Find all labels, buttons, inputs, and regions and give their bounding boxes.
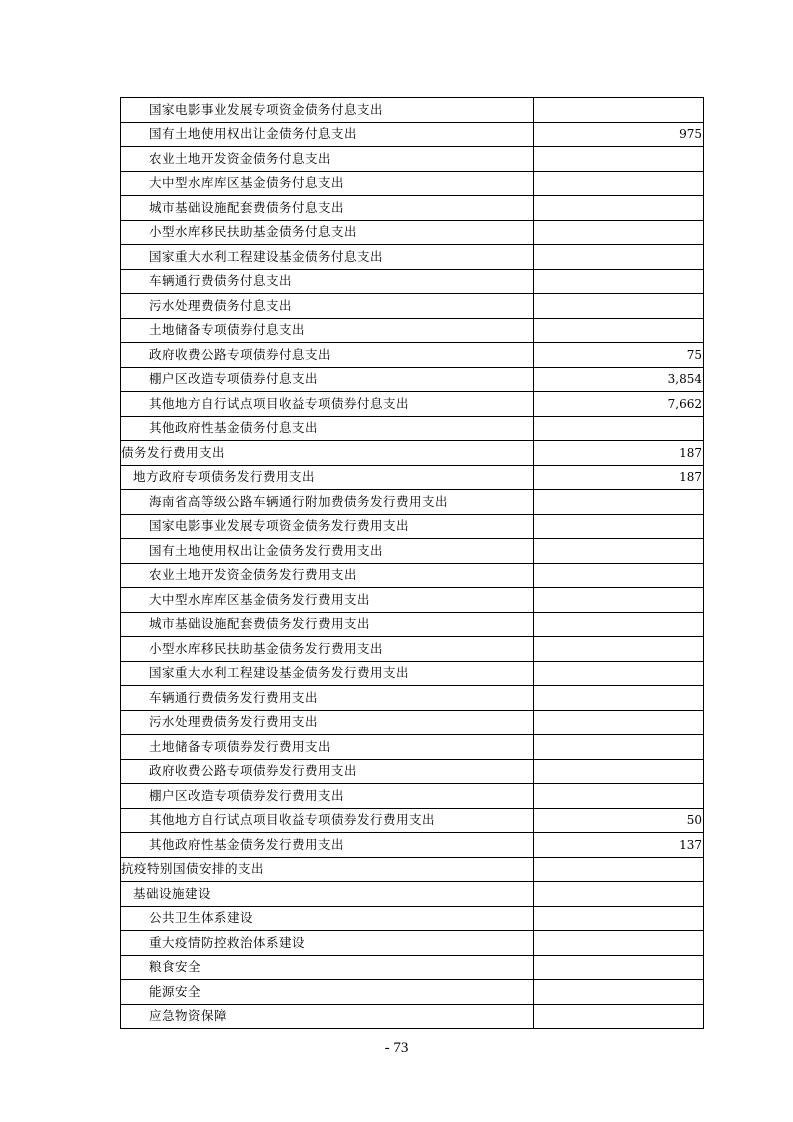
table-row: [121, 931, 704, 956]
table-row: [121, 269, 704, 294]
item-name-cell: 农业土地开发资金债务付息支出: [121, 147, 534, 172]
table-row: [121, 367, 704, 392]
item-name-cell: 粮食安全: [121, 955, 534, 980]
table-row: [121, 392, 704, 417]
amount-cell: [534, 931, 704, 956]
table-row: [121, 196, 704, 221]
item-name-cell: 能源安全: [121, 980, 534, 1005]
item-name-cell: 其他地方自行试点项目收益专项债券发行费用支出: [121, 808, 534, 833]
table-row: [121, 784, 704, 809]
amount-cell: 187: [534, 465, 704, 490]
item-name-cell: 土地储备专项债券付息支出: [121, 318, 534, 343]
table-row: [121, 318, 704, 343]
table-row: [121, 416, 704, 441]
item-name-cell: 国家重大水利工程建设基金债务付息支出: [121, 245, 534, 270]
table-row: [121, 857, 704, 882]
item-name-cell: 污水处理费债务发行费用支出: [121, 710, 534, 735]
item-name-cell: 国家电影事业发展专项资金债务付息支出: [121, 98, 534, 123]
table-row: [121, 1004, 704, 1029]
table-row: [121, 539, 704, 564]
item-name-cell: 国家电影事业发展专项资金债务发行费用支出: [121, 514, 534, 539]
amount-cell: 75: [534, 343, 704, 368]
item-name-cell: 政府收费公路专项债券发行费用支出: [121, 759, 534, 784]
item-name-cell: 国家重大水利工程建设基金债务发行费用支出: [121, 661, 534, 686]
amount-cell: [534, 857, 704, 882]
item-name-cell: 小型水库移民扶助基金债务付息支出: [121, 220, 534, 245]
item-name-cell: 棚户区改造专项债券付息支出: [121, 367, 534, 392]
amount-cell: [534, 490, 704, 515]
table-row: [121, 465, 704, 490]
page-number: - 73: [384, 1040, 409, 1056]
table-row: [121, 171, 704, 196]
item-name-cell: 车辆通行费债务付息支出: [121, 269, 534, 294]
item-name-cell: 政府收费公路专项债券付息支出: [121, 343, 534, 368]
amount-cell: [534, 710, 704, 735]
amount-cell: [534, 539, 704, 564]
amount-cell: 50: [534, 808, 704, 833]
table-row: [121, 588, 704, 613]
amount-cell: [534, 588, 704, 613]
table-row: [121, 882, 704, 907]
table-row: [121, 343, 704, 368]
table-row: [121, 490, 704, 515]
item-name-cell: 国有土地使用权出让金债务付息支出: [121, 122, 534, 147]
item-name-cell: 大中型水库库区基金债务发行费用支出: [121, 588, 534, 613]
item-name-cell: 其他地方自行试点项目收益专项债券付息支出: [121, 392, 534, 417]
item-name-cell: 债务发行费用支出: [121, 441, 534, 466]
amount-cell: [534, 784, 704, 809]
item-name-cell: 其他政府性基金债务发行费用支出: [121, 833, 534, 858]
item-name-cell: 地方政府专项债务发行费用支出: [121, 465, 534, 490]
budget-expenditure-table: [120, 97, 704, 1029]
item-name-cell: 公共卫生体系建设: [121, 906, 534, 931]
table-row: [121, 563, 704, 588]
table-row: [121, 98, 704, 123]
table-row: [121, 759, 704, 784]
table-row: [121, 294, 704, 319]
table-row: [121, 612, 704, 637]
amount-cell: [534, 735, 704, 760]
table-row: [121, 833, 704, 858]
item-name-cell: 大中型水库库区基金债务付息支出: [121, 171, 534, 196]
item-name-cell: 污水处理费债务付息支出: [121, 294, 534, 319]
amount-cell: [534, 269, 704, 294]
amount-cell: [534, 686, 704, 711]
item-name-cell: 城市基础设施配套费债务发行费用支出: [121, 612, 534, 637]
amount-cell: 7,662: [534, 392, 704, 417]
amount-cell: 187: [534, 441, 704, 466]
table-row: [121, 637, 704, 662]
amount-cell: [534, 906, 704, 931]
amount-cell: [534, 514, 704, 539]
amount-cell: 975: [534, 122, 704, 147]
amount-cell: 3,854: [534, 367, 704, 392]
item-name-cell: 基础设施建设: [121, 882, 534, 907]
table-row: [121, 955, 704, 980]
amount-cell: [534, 882, 704, 907]
table-row: [121, 245, 704, 270]
table-row: [121, 980, 704, 1005]
item-name-cell: 其他政府性基金债务付息支出: [121, 416, 534, 441]
table-row: [121, 735, 704, 760]
item-name-cell: 小型水库移民扶助基金债务发行费用支出: [121, 637, 534, 662]
amount-cell: [534, 294, 704, 319]
table-body: [121, 98, 704, 1029]
amount-cell: [534, 171, 704, 196]
table-row: [121, 122, 704, 147]
amount-cell: [534, 98, 704, 123]
table-row: [121, 661, 704, 686]
amount-cell: [534, 637, 704, 662]
table-row: [121, 514, 704, 539]
table-row: [121, 808, 704, 833]
item-name-cell: 国有土地使用权出让金债务发行费用支出: [121, 539, 534, 564]
amount-cell: [534, 661, 704, 686]
item-name-cell: 城市基础设施配套费债务付息支出: [121, 196, 534, 221]
table-row: [121, 441, 704, 466]
amount-cell: [534, 196, 704, 221]
amount-cell: [534, 759, 704, 784]
item-name-cell: 农业土地开发资金债务发行费用支出: [121, 563, 534, 588]
item-name-cell: 抗疫特别国债安排的支出: [121, 857, 534, 882]
item-name-cell: 土地储备专项债券发行费用支出: [121, 735, 534, 760]
table-row: [121, 686, 704, 711]
table-row: [121, 220, 704, 245]
amount-cell: [534, 612, 704, 637]
table-row: [121, 906, 704, 931]
amount-cell: [534, 318, 704, 343]
amount-cell: [534, 1004, 704, 1029]
item-name-cell: 海南省高等级公路车辆通行附加费债务发行费用支出: [121, 490, 534, 515]
item-name-cell: 车辆通行费债务发行费用支出: [121, 686, 534, 711]
amount-cell: [534, 955, 704, 980]
amount-cell: [534, 980, 704, 1005]
item-name-cell: 应急物资保障: [121, 1004, 534, 1029]
item-name-cell: 棚户区改造专项债券发行费用支出: [121, 784, 534, 809]
amount-cell: [534, 245, 704, 270]
table-row: [121, 710, 704, 735]
amount-cell: [534, 147, 704, 172]
amount-cell: [534, 220, 704, 245]
table-row: [121, 147, 704, 172]
item-name-cell: 重大疫情防控救治体系建设: [121, 931, 534, 956]
amount-cell: [534, 563, 704, 588]
amount-cell: [534, 416, 704, 441]
amount-cell: 137: [534, 833, 704, 858]
